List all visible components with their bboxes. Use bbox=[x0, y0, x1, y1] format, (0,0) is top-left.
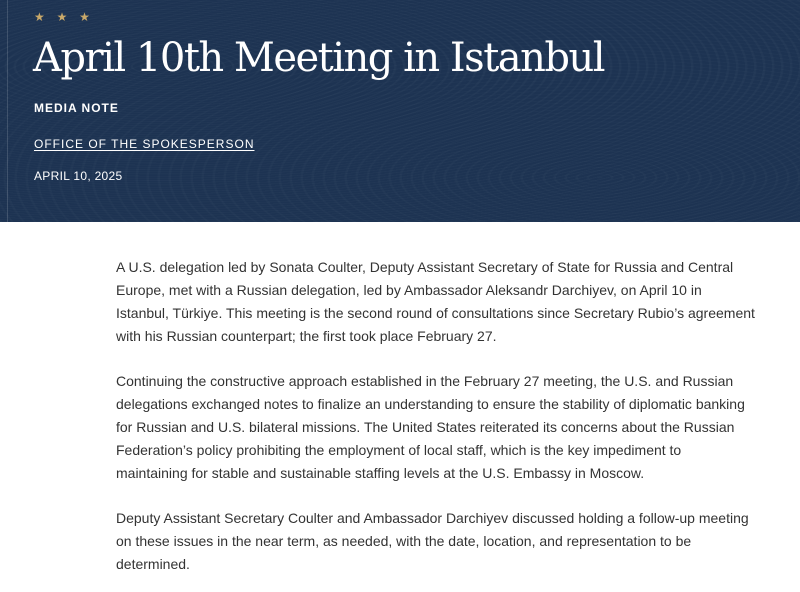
body-paragraph-2: Continuing the constructive approach established in the February 27 meeting, the U.S. and Russian delegations exchanged notes to finalize an understanding to ensure the stability of diplomatic banking for Russian and U.S. bilateral missions. The United States reiterated its concerns about the Russian Federation’s policy prohibiting the employment of local staff, which is the key impediment to maintaining for stable and sustainable staffing levels at the U.S. Embassy in Moscow. bbox=[116, 373, 745, 481]
banner-edge-line bbox=[7, 0, 8, 222]
body-paragraph-1: A U.S. delegation led by Sonata Coulter, Deputy Assistant Secretary of State for Russia and Central Europe, met with a Russian delegation, led by Ambassador Aleksandr Darchiyev, on April 10 in Istanbul, Türkiye. This meeting is the second round of consultations since Secretary Rubio’s agreement with his Russian counterpart; the first took place February 27. bbox=[116, 259, 755, 344]
header-banner bbox=[0, 0, 800, 222]
stars-icon: ★ ★ ★ bbox=[34, 10, 94, 24]
body-paragraph-3: Deputy Assistant Secretary Coulter and Ambassador Darchiyev discussed holding a follow-up meeting on these issues in the near term, as needed, with the date, location, and representation to be determined. bbox=[116, 510, 749, 572]
page-title: April 10th Meeting in Istanbul bbox=[33, 35, 605, 81]
office-of-the-spokesperson-link[interactable]: OFFICE OF THE SPOKESPERSON bbox=[34, 137, 255, 151]
content-type-label: MEDIA NOTE bbox=[34, 101, 119, 115]
publish-date: APRIL 10, 2025 bbox=[34, 169, 123, 183]
article-body bbox=[116, 256, 756, 592]
